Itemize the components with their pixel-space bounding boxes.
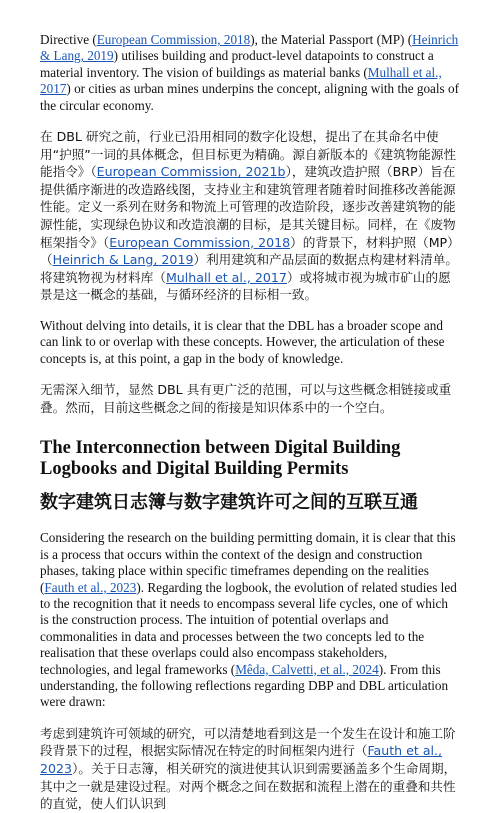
paragraph-en-permitting (40, 530, 460, 710)
text-span: ) or cities as urban mines underpins the concept, aligning with the goals of the circular economy. (40, 81, 459, 113)
paragraph-zh-directive (40, 128, 460, 304)
citation-link[interactable]: Heinrich & Lang, 2019 (52, 252, 194, 268)
citation-link[interactable]: European Commission, 2018 (109, 234, 291, 250)
text-span: Directive ( (40, 32, 97, 47)
citation-link[interactable]: Mulhall et al., 2017 (165, 269, 287, 285)
paragraph-en-directive (40, 32, 460, 114)
citation-link[interactable]: Fauth et al., 2023 (44, 579, 137, 595)
citation-link[interactable]: Mulhall et al., 2017 (40, 64, 442, 97)
text-span: Considering the research on the building permitting domain, it is clear that this is a process that occurs within the context of the design and construction phases, taking place within specific timeframes depending on the realities ( (40, 530, 456, 595)
text-span: 考虑到建筑许可领域的研究，可以清楚地看到这是一个发生在设计和施工阶段背景下的过程，根据实际情况在特定的时间框架内进行（ (40, 725, 456, 759)
text-span: ）的背景下，材料护照（MP）（ (40, 234, 460, 268)
text-span: 在 DBL 研究之前，行业已沿用相同的数字化设想，提出了在其命名中使用“护照”一词的具体概念，但目标更为精确。源自新版本的《建筑物能源性能指令》（ (40, 129, 457, 180)
paragraph-zh-gap: 无需深入细节，显然 DBL 具有更广泛的范围，可以与这些概念相链接或重叠。然而，目前这些概念之间的衔接是知识体系中的一个空白。 (40, 382, 452, 415)
citation-link[interactable]: European Commission, 2021b (96, 164, 286, 180)
citation-link[interactable]: Heinrich & Lang, 2019 (40, 32, 459, 64)
text-span: ), the Material Passport (MP) ( (250, 32, 413, 47)
text-span: ). From this understanding, the following reflections regarding DBP and DBL articulation were drawn: (40, 661, 449, 710)
citation-link[interactable]: Fauth et al., 2023 (40, 743, 443, 777)
section-heading-en: The Interconnection between Digital Building Logbooks and Digital Building Permits (40, 438, 401, 480)
text-span: ）。关于日志簿，相关研究的演进使其认识到需要涵盖多个生命周期，其中之一就是建设过程。对两个概念之间在数据和流程上潜在的重叠和共性的直觉，使人们认识到 (40, 761, 457, 812)
text-span: ）或将城市视为城市矿山的愿景是这一概念的基础，与循环经济的目标相一致。 (40, 269, 451, 303)
text-span: ）利用建筑和产品层面的数据点构建材料清单。将建筑物视为材料库（ (40, 252, 458, 285)
text-span: ). Regarding the logbook, the evolution of related studies led to the recognition that it needs to encompass several life cycles, one of which is the construction process. The intuition of potential overlaps and commonalities in data and processes between the two concepts led to the realisation that these overlaps could also encompass stakeholders, technologies, and legal frameworks ( (40, 579, 457, 677)
paragraph-zh-permitting (40, 725, 460, 813)
text-span: ) utilises building and product-level datapoints to construct a material inventory. The vision of buildings as material banks ( (40, 48, 434, 80)
citation-link[interactable]: European Commission, 2018 (96, 32, 251, 47)
paragraph-en-gap: Without delving into details, it is clear that the DBL has a broader scope and can link to or overlap with these concepts. However, the articulation of these concepts is, at this point, a gap in the body of knowledge. (40, 317, 445, 366)
section-heading-zh: 数字建筑日志簿与数字建筑许可之间的互联互通 (40, 492, 418, 514)
text-span: ），建筑改造护照（BRP）旨在提供循序渐进的改造路线图，支持业主和建筑管理者随着时间推移改善能源性能。定义一系列在财务和物流上可管理的改造阶段，逐步改善建筑物的能源性能，实现绿色协议和改造浪潮的目标，是其关键目标。同样，在《废物框架指令》（ (40, 164, 456, 250)
citation-link[interactable]: Mêda, Calvetti, et al., 2024 (235, 661, 379, 677)
